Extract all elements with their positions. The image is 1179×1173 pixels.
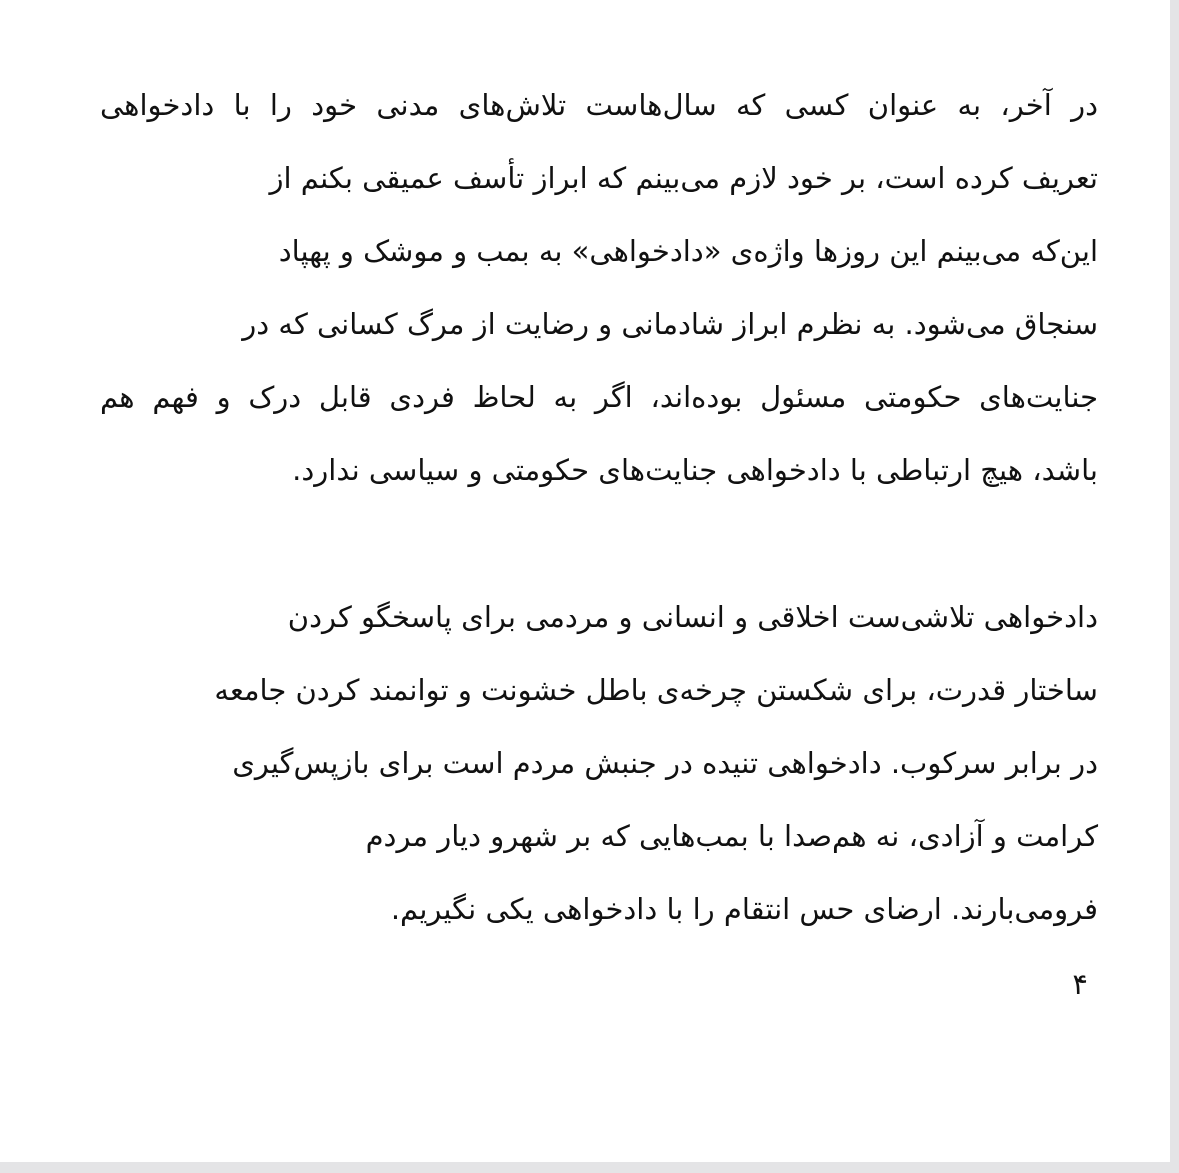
paragraph-line: تعریف کرده است، بر خود لازم می‌بینم که ابراز تأسف عمیقی بکنم از (269, 161, 1098, 195)
paragraph-line: دادخواهی تلاشی‌ست اخلاقی و انسانی و مردمی برای پاسخگو کردن (287, 600, 1098, 634)
paragraph-line: فرومی‌بارند. ارضای حس انتقام را با دادخواهی یکی نگیریم. (390, 892, 1098, 926)
page-number: ۴ (1072, 967, 1088, 1001)
viewer-right-gutter (1170, 0, 1179, 1173)
paragraph-line: کرامت و آزادی، نه هم‌صدا با بمب‌هایی که بر شهرو دیار مردم (365, 819, 1098, 853)
paragraph-line: این‌که می‌بینم این روزها واژه‌ی «دادخواهی» به بمب و موشک و پهپاد (278, 234, 1098, 268)
paragraph-line: ساختار قدرت، برای شکستن چرخه‌ی باطل خشونت و توانمند کردن جامعه (214, 673, 1098, 707)
paragraph-line: باشد، هیچ ارتباطی با دادخواهی جنایت‌های حکومتی و سیاسی ندارد. (292, 453, 1098, 487)
paragraph-line: در آخر، به عنوان کسی که سال‌هاست تلاش‌های مدنی خود را با دادخواهی (100, 88, 1098, 122)
paragraph-line: سنجاق می‌شود. به نظرم ابراز شادمانی و رضایت از مرگ کسانی که در (242, 307, 1098, 341)
viewer-bottom-gutter (0, 1162, 1179, 1173)
paragraph-line: در برابر سرکوب. دادخواهی تنیده در جنبش مردم است برای بازپس‌گیری (232, 746, 1098, 780)
paragraph-line: جنایت‌های حکومتی مسئول بوده‌اند، اگر به لحاظ فردی قابل درک و فهم هم (100, 380, 1098, 414)
